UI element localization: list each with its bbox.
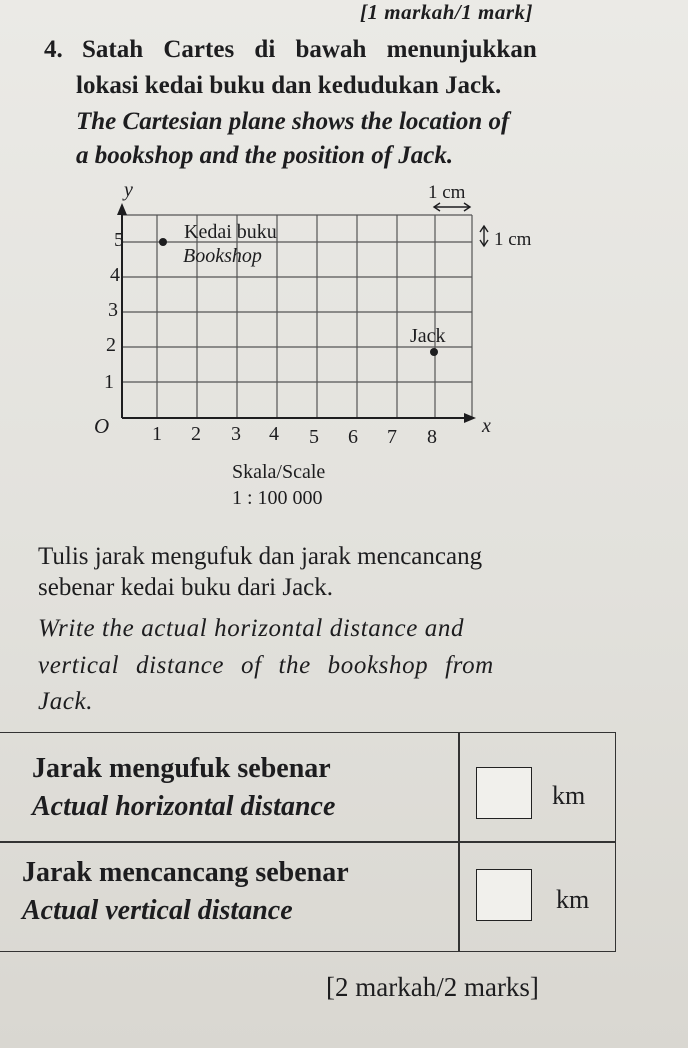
x-tick-4: 4 bbox=[269, 423, 279, 445]
x-tick-6: 6 bbox=[348, 426, 358, 448]
y-tick-3: 3 bbox=[108, 299, 118, 321]
instruction-malay-line-2: sebenar kedai buku dari Jack. bbox=[38, 574, 334, 601]
vertical-distance-label-english: Actual vertical distance bbox=[22, 895, 293, 926]
answer-table bbox=[0, 732, 616, 952]
y-axis-arrow bbox=[117, 203, 127, 215]
x-tick-3: 3 bbox=[231, 423, 241, 445]
instruction-english-line-2: vertical distance of the bookshop from bbox=[38, 652, 494, 679]
x-tick-5: 5 bbox=[309, 426, 319, 448]
x-axis-arrow bbox=[464, 413, 476, 423]
vertical-scale-label: 1 cm bbox=[494, 229, 532, 250]
question-malay-line-1: Satah Cartes di bawah menunjukkan bbox=[82, 36, 537, 63]
horizontal-scale-label: 1 cm bbox=[428, 182, 466, 203]
scale-arrow-vertical bbox=[480, 226, 488, 246]
x-tick-1: 1 bbox=[152, 423, 162, 445]
question-english-line-2: a bookshop and the position of Jack. bbox=[76, 142, 454, 169]
x-tick-7: 7 bbox=[387, 426, 397, 448]
x-axis-label: x bbox=[482, 415, 491, 437]
y-tick-4: 4 bbox=[110, 264, 120, 286]
horizontal-distance-unit: km bbox=[552, 781, 586, 810]
jack-point bbox=[430, 348, 438, 356]
horizontal-distance-answer-box[interactable] bbox=[476, 767, 532, 819]
scale-arrow-horizontal bbox=[434, 203, 470, 211]
vertical-distance-label-malay: Jarak mencancang sebenar bbox=[22, 857, 349, 888]
y-tick-1: 1 bbox=[104, 371, 114, 393]
y-tick-5: 5 bbox=[114, 229, 124, 251]
bookshop-label-english: Bookshop bbox=[183, 245, 262, 267]
vertical-distance-answer-box[interactable] bbox=[476, 869, 532, 921]
y-tick-2: 2 bbox=[106, 334, 116, 356]
x-tick-2: 2 bbox=[191, 423, 201, 445]
question-number: 4. bbox=[44, 36, 63, 63]
bookshop-label-malay: Kedai buku bbox=[184, 221, 277, 243]
horizontal-distance-label-malay: Jarak mengufuk sebenar bbox=[32, 753, 331, 784]
grid-lines bbox=[122, 215, 472, 418]
y-axis-label: y bbox=[124, 179, 133, 201]
question-malay-line-2: lokasi kedai buku dan kedudukan Jack. bbox=[76, 72, 502, 99]
top-marks-label: [1 markah/1 mark] bbox=[360, 0, 534, 24]
instruction-english-line-1: Write the actual horizontal distance and bbox=[38, 615, 465, 642]
vertical-distance-unit: km bbox=[556, 885, 590, 914]
origin-label: O bbox=[94, 414, 110, 438]
x-tick-labels bbox=[152, 423, 437, 448]
bookshop-point bbox=[159, 238, 167, 246]
bottom-marks-label: [2 markah/2 marks] bbox=[326, 972, 539, 1002]
scale-value: 1 : 100 000 bbox=[232, 487, 323, 509]
jack-label: Jack bbox=[410, 325, 446, 347]
instruction-english-line-3: Jack. bbox=[38, 688, 94, 715]
question-english-line-1: The Cartesian plane shows the location of bbox=[76, 108, 510, 135]
scale-title: Skala/Scale bbox=[232, 461, 326, 483]
instruction-malay-line-1: Tulis jarak mengufuk dan jarak mencancang bbox=[38, 543, 483, 570]
x-tick-8: 8 bbox=[427, 426, 437, 448]
answer-table-row-divider bbox=[0, 841, 615, 843]
horizontal-distance-label-english: Actual horizontal distance bbox=[32, 791, 336, 822]
